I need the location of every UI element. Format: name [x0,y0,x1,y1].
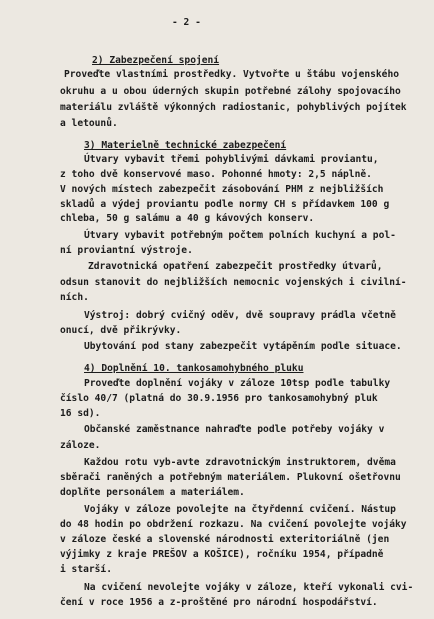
section-3-line: Ubytování pod stany zabezpečit vytápěním podle situace. [84,341,402,352]
section-2-line: materiálu zvláště výkonných radiostanic, pohyblivých pojítek [60,102,407,113]
section-4-heading: 4) Doplnění 10. tankosamohybného pluku [84,363,304,374]
section-4-line: doplňte personálem a materiálem. [60,487,245,498]
section-3-line: ních. [60,292,89,303]
section-4-line: do 48 hodin po obdržení rozkazu. Na cvičení povolejte vojáky [60,519,407,530]
section-4-line: Občanské zaměstnance nahraďte podle potřeby vojáky v [84,424,385,435]
section-4-line: záloze. [60,440,101,451]
section-4-line: výjimky z kraje PREŠOV a KOŠICE), ročníku 1954, případně [60,549,384,560]
section-3-line: ní proviantní výstroje. [60,245,193,256]
section-2-line: a letounů. [60,118,118,129]
section-4-line: sběrači raněných a potřebným materiálem. Plukovní ošetřovnu [60,472,401,483]
section-2-line: Proveďte vlastními prostředky. Vytvořte u štábu vojenského [64,69,400,80]
section-4-line: Na cvičení nevolejte vojáky v záloze, kteří vykonali cvi- [84,582,414,593]
section-2-line: okruhu a u obou úderných skupin potřebné zálohy spojovacího [60,86,401,97]
section-3-line: Výstroj: dobrý cvičný oděv, dvě soupravy prádla včetně [84,310,396,321]
section-3-line: skladů a výdej proviantu podle normy CH s přídavkem 100 g [60,199,390,210]
section-3-line: Útvary vybavit potřebným počtem polních kuchyní a pol- [84,230,396,241]
section-4-line: čení v roce 1956 a z-proštěné pro národní hospodářství. [60,597,378,608]
section-3-line: onucí, dvě přikrývky. [60,325,182,336]
section-4-line: Vojáky v záloze povolejte na čtyřdenní cvičení. Nástup [84,504,396,515]
section-3-heading: 3) Materielně technické zabezpečení [84,140,287,151]
page-number: - 2 - [172,17,201,28]
section-3-line: chleba, 50 g salámu a 40 g kávových konserv. [60,213,315,224]
section-3-line: Zdravotnická opatření zabezpečit prostředky útvarů, [88,261,383,272]
section-4-line: v záloze české a slovenské národnosti exteritoriálně (jen [60,534,390,545]
section-3-line: z toho dvě konservové maso. Pohonné hmoty: 2,5 náplně. [60,169,372,180]
section-4-line: Každou rotu vyb-avte zdravotnickým instruktorem, dvěma [84,457,396,468]
section-3-line: odsun stanovit do nejbližších nemocnic vojenských i civilní- [60,277,407,288]
section-3-line: V nových místech zabezpečit zásobování PHM z nejbližších [60,184,384,195]
section-4-line: 16 sd). [60,408,101,419]
section-2-heading: 2) Zabezpečení spojení [92,55,220,66]
section-4-line: i starší. [60,564,112,575]
section-4-line: Proveďte doplnění vojáky v záloze 10tsp podle tabulky [84,378,391,389]
section-4-line: číslo 40/7 (platná do 30.9.1956 pro tankosamohybný pluk [60,393,378,404]
section-3-line: Útvary vybavit třemi pohyblivými dávkami proviantu, [84,154,379,165]
